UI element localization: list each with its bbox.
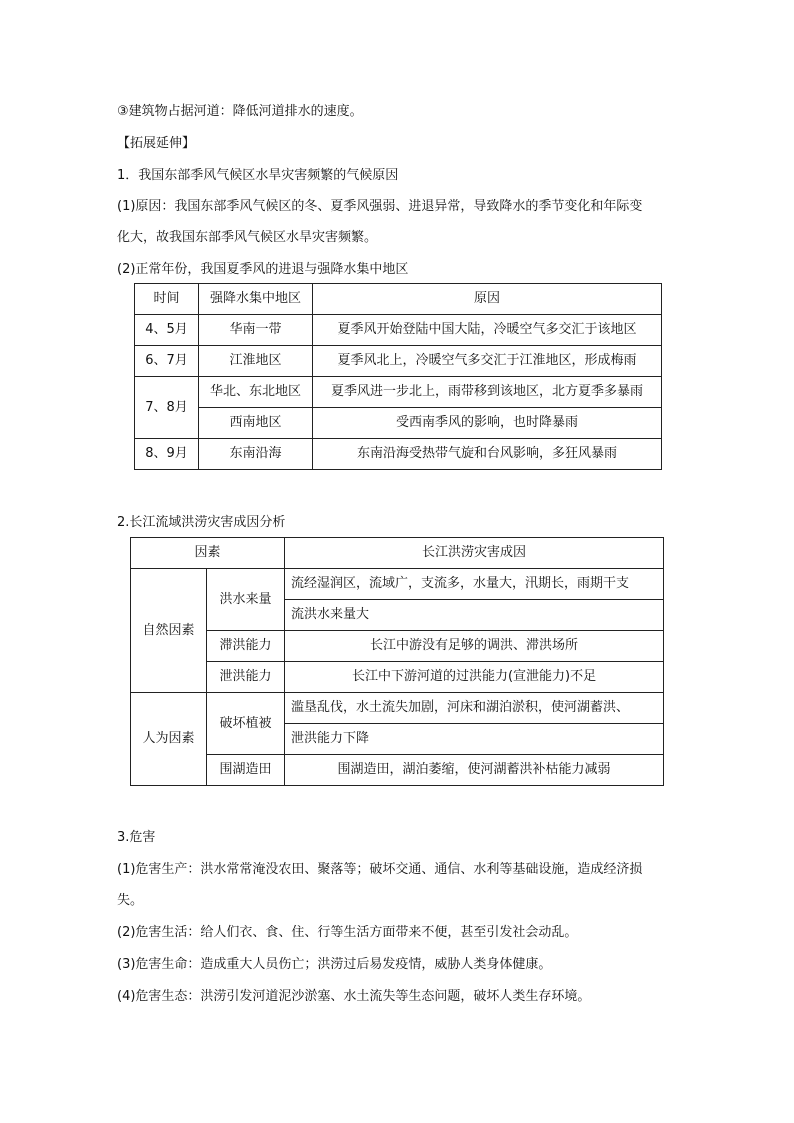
table-cell: 受西南季风的影响，也时降暴雨 xyxy=(313,408,662,439)
table-header-cell: 因素 xyxy=(131,538,285,569)
subsection-heading: 1．我国东部季风气候区水旱灾害频繁的气候原因 xyxy=(117,168,399,183)
text-line: 失。 xyxy=(117,893,144,908)
factor-cell: 破坏植被 xyxy=(207,693,285,755)
table-row xyxy=(135,346,662,377)
factor-cell: 泄洪能力 xyxy=(207,662,285,693)
table-cell: 东南沿海 xyxy=(199,439,313,470)
table-cell: 8、9月 xyxy=(135,439,199,470)
subsection-heading: 3.危害 xyxy=(117,830,156,845)
table-cell: 夏季风北上，冷暖空气多交汇于江淮地区，形成梅雨 xyxy=(313,346,662,377)
table-cell: 4、5月 xyxy=(135,315,199,346)
cause-cell: 流洪水来量大 xyxy=(285,600,664,631)
table-cell: 夏季风进一步北上，雨带移到该地区，北方夏季多暴雨 xyxy=(313,377,662,408)
text-line: 化大，故我国东部季风气候区水旱灾害频繁。 xyxy=(117,230,378,245)
text-line: ③建筑物占据河道：降低河道排水的速度。 xyxy=(117,104,363,119)
table-header-cell: 时间 xyxy=(135,284,199,315)
cause-cell: 滥垦乱伐，水土流失加剧，河床和湖泊淤积，使河湖蓄洪、 xyxy=(285,693,664,724)
text-line: (3)危害生命：造成重大人员伤亡；洪涝过后易发疫情，威胁人类身体健康。 xyxy=(117,957,552,972)
subsection-heading: 2.长江流域洪涝灾害成因分析 xyxy=(117,515,286,530)
table-cell: 华北、东北地区 xyxy=(199,377,313,408)
table-header-row xyxy=(135,284,662,315)
text-line: (4)危害生态：洪涝引发河道泥沙淤塞、水土流失等生态问题，破坏人类生存环境。 xyxy=(117,989,591,1004)
table-cell: 6、7月 xyxy=(135,346,199,377)
text-line: (1)原因：我国东部季风气候区的冬、夏季风强弱、进退异常，导致降水的季节变化和年际变 xyxy=(117,199,643,214)
table-header-cell: 长江洪涝灾害成因 xyxy=(285,538,664,569)
text-line: (2)正常年份，我国夏季风的进退与强降水集中地区 xyxy=(117,262,409,277)
table-row xyxy=(131,569,664,600)
table-row xyxy=(131,662,664,693)
table-row xyxy=(135,408,662,439)
cause-cell: 围湖造田，湖泊萎缩，使河湖蓄洪补枯能力减弱 xyxy=(285,755,664,786)
table-row xyxy=(131,693,664,724)
table-row xyxy=(135,439,662,470)
factor-cell: 洪水来量 xyxy=(207,569,285,631)
text-line: (2)危害生活：给人们衣、食、住、行等生活方面带来不便，甚至引发社会动乱。 xyxy=(117,925,578,940)
cause-cell: 流经湿润区，流域广，支流多，水量大，汛期长，雨期干支 xyxy=(285,569,664,600)
table-cell: 西南地区 xyxy=(199,408,313,439)
cause-cell: 长江中下游河道的过洪能力(宣泄能力)不足 xyxy=(285,662,664,693)
text-line: (1)危害生产：洪水常常淹没农田、聚落等；破坏交通、通信、水利等基础设施，造成经济损 xyxy=(117,862,643,877)
table-cell: 江淮地区 xyxy=(199,346,313,377)
cause-cell: 泄洪能力下降 xyxy=(285,724,664,755)
table-cell: 夏季风开始登陆中国大陆，冷暖空气多交汇于该地区 xyxy=(313,315,662,346)
factor-cell: 滞洪能力 xyxy=(207,631,285,662)
table-cell: 东南沿海受热带气旋和台风影响，多狂风暴雨 xyxy=(313,439,662,470)
flood-causes-table xyxy=(130,537,664,786)
table-row xyxy=(131,631,664,662)
table-header-cell: 原因 xyxy=(313,284,662,315)
table-row xyxy=(135,377,662,408)
factor-cell: 围湖造田 xyxy=(207,755,285,786)
table-cell: 7、8月 xyxy=(135,377,199,439)
table-cell: 华南一带 xyxy=(199,315,313,346)
table-header-cell: 强降水集中地区 xyxy=(199,284,313,315)
monsoon-table xyxy=(134,283,662,470)
cause-cell: 长江中游没有足够的调洪、滞洪场所 xyxy=(285,631,664,662)
table-header-row xyxy=(131,538,664,569)
group-cell: 人为因素 xyxy=(131,693,207,786)
table-row xyxy=(131,755,664,786)
group-cell: 自然因素 xyxy=(131,569,207,693)
table-row xyxy=(135,315,662,346)
section-heading: 【拓展延伸】 xyxy=(117,136,196,151)
